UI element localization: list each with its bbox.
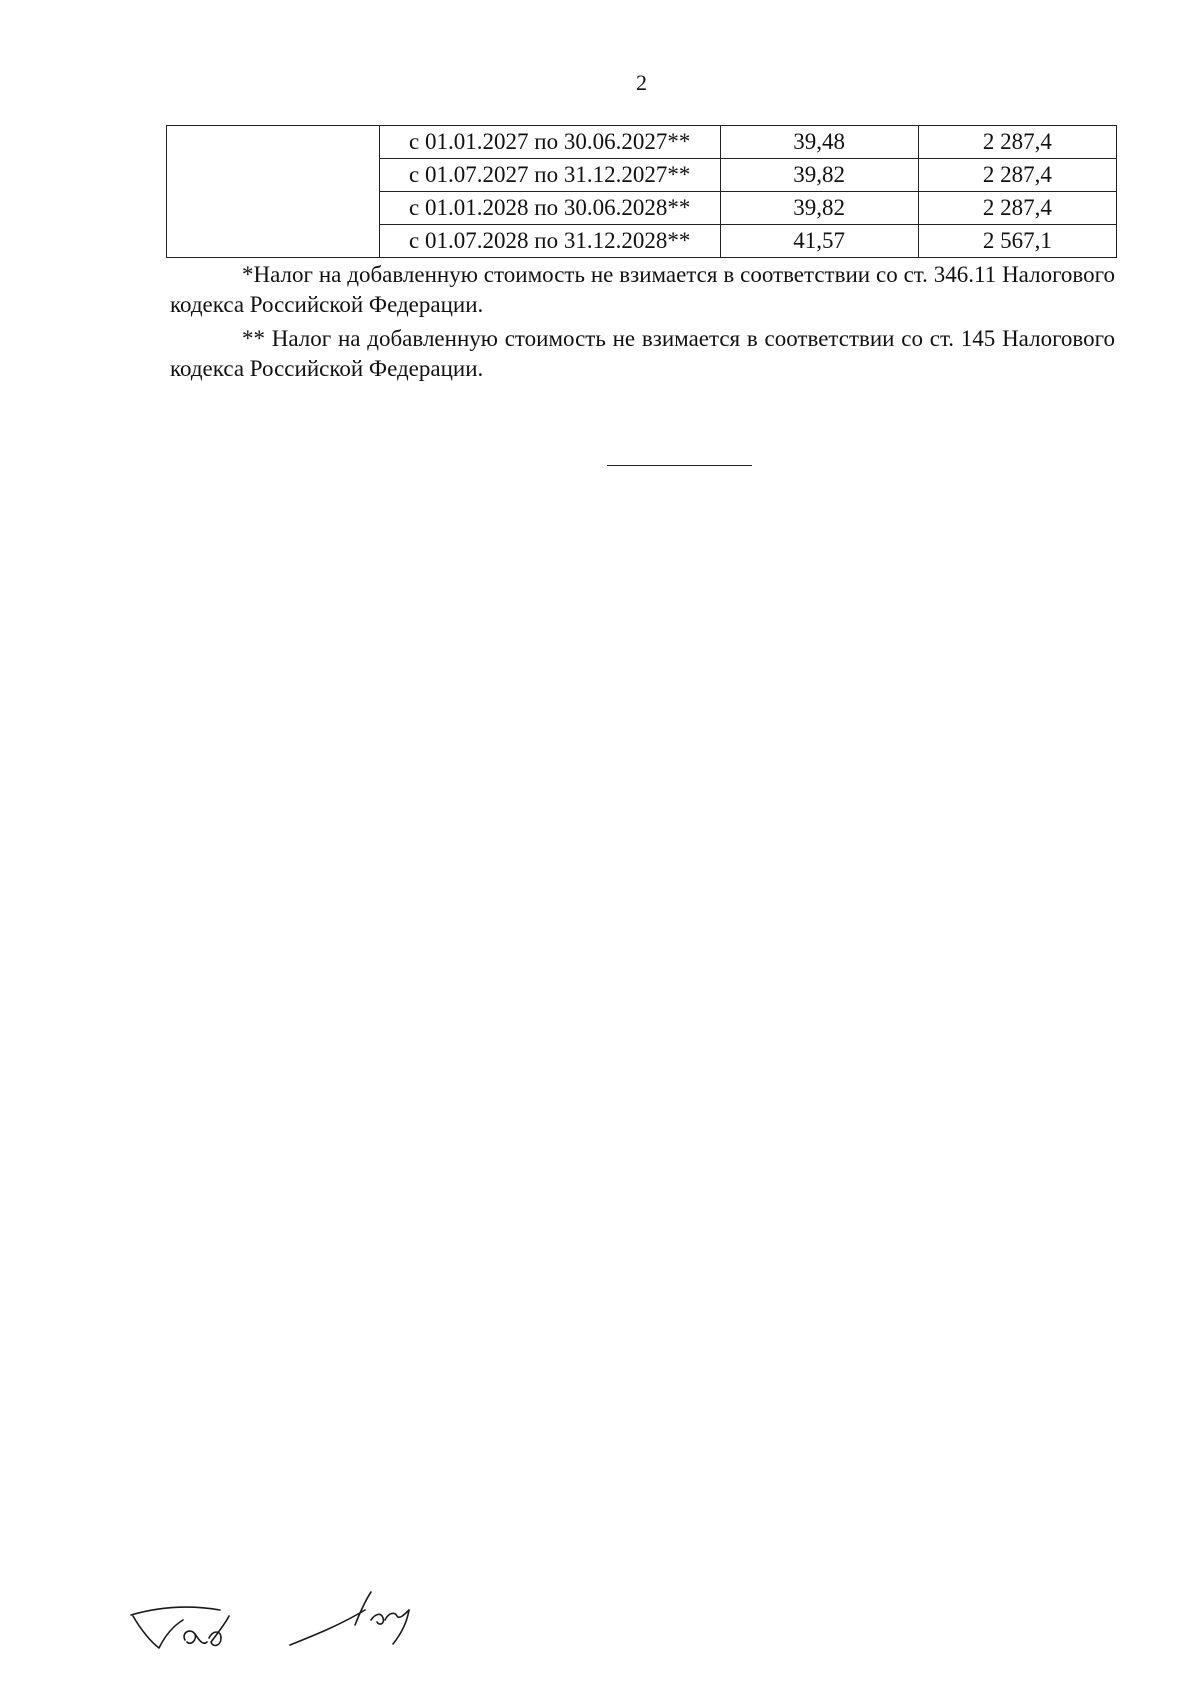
value-2-cell: 2 287,4: [918, 192, 1116, 225]
footnote-vat-346-11: *Налог на добавленную стоимость не взимается в соответствии со ст. 346.11 Налогового кодекса Российской Федерации.: [170, 262, 1115, 317]
value-1-cell: 41,57: [720, 225, 918, 258]
period-cell: с 01.01.2027 по 30.06.2027**: [379, 126, 720, 159]
period-cell: с 01.01.2028 по 30.06.2028**: [379, 192, 720, 225]
page-number: 2: [636, 70, 647, 95]
value-2-cell: 2 287,4: [918, 159, 1116, 192]
period-cell: с 01.07.2028 по 31.12.2028**: [379, 225, 720, 258]
footnote-vat-145: ** Налог на добавленную стоимость не взимается в соответствии со ст. 145 Налогового кодекса Российской Федерации.: [170, 326, 1115, 381]
signature-1: [131, 1607, 229, 1648]
table-row: [167, 126, 1117, 159]
value-2-cell: 2 287,4: [918, 126, 1116, 159]
value-1-cell: 39,48: [720, 126, 918, 159]
tariff-table: [166, 125, 1117, 258]
signature-2: [290, 1592, 409, 1645]
period-cell: с 01.07.2027 по 31.12.2027**: [379, 159, 720, 192]
value-2-cell: 2 567,1: [918, 225, 1116, 258]
handwritten-signatures: [125, 1580, 445, 1690]
end-of-document-rule: [607, 465, 752, 466]
value-1-cell: 39,82: [720, 192, 918, 225]
merged-empty-cell: [167, 126, 380, 258]
footnotes: [170, 260, 1115, 388]
value-1-cell: 39,82: [720, 159, 918, 192]
